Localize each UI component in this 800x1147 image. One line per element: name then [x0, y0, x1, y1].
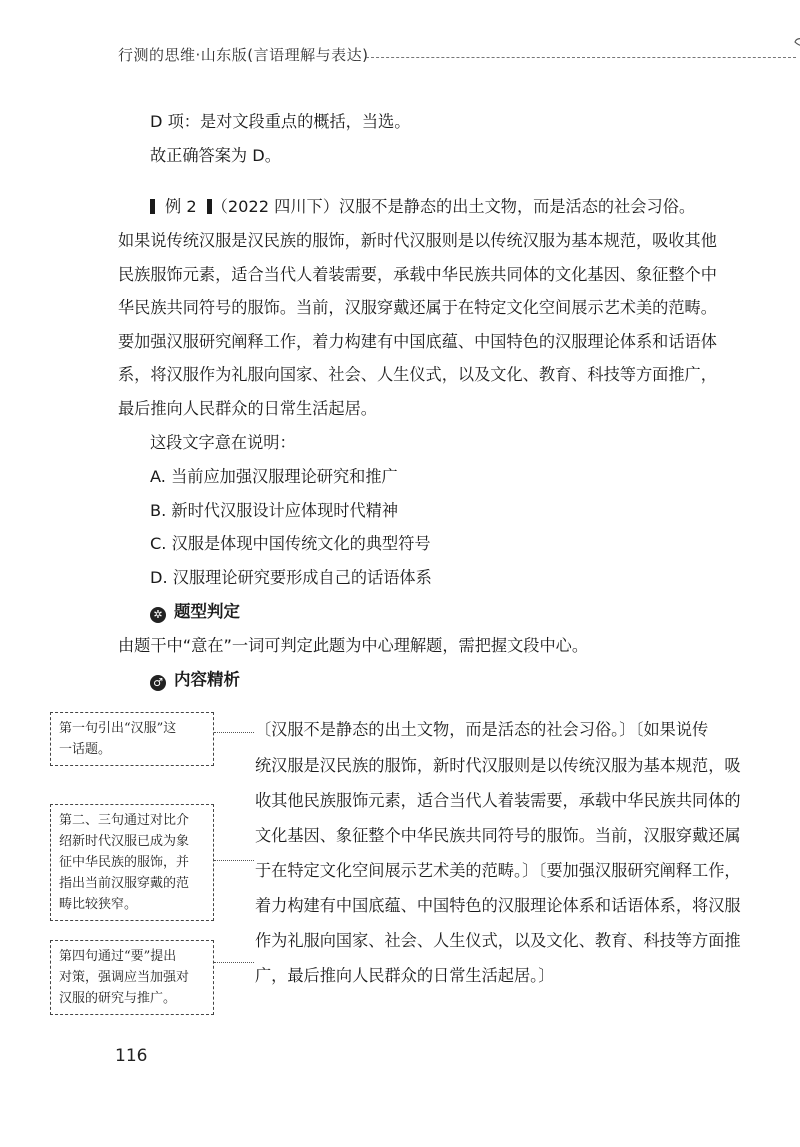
example-label: 例 2: [165, 197, 197, 216]
option-d-explanation: D 项：是对文段重点的概括，当选。: [150, 112, 411, 131]
type-section-title: 题型判定: [174, 602, 240, 621]
content-section-heading: [150, 669, 240, 691]
note-connector: [214, 962, 254, 963]
note-connector: [214, 860, 254, 861]
question-stem: 这段文字意在说明：: [150, 433, 296, 452]
side-note-1: [50, 712, 214, 766]
side-note-2: [50, 804, 214, 921]
passage-line: 要加强汉服研究阐释工作，着力构建有中国底蕴、中国特色的汉服理论体系和话语体: [118, 332, 717, 351]
analysis-line: 于在特定文化空间展示艺术美的范畴。〕〔要加强汉服研究阐释工作，: [255, 861, 741, 880]
analysis-line: 作为礼服向国家、社会、人生仪式，以及文化、教育、科技等方面推: [255, 931, 741, 950]
page-number: 116: [115, 1046, 148, 1066]
gear-icon: ✲: [150, 607, 166, 623]
content-section-title: 内容精析: [174, 670, 240, 689]
running-header: [118, 44, 718, 68]
note-line: 一话题。: [59, 742, 112, 757]
answer-line: 故正确答案为 D。: [150, 146, 281, 165]
magnifier-icon: ♂: [150, 675, 166, 691]
note-line: 畴比较狭窄。: [59, 897, 138, 912]
analysis-line: 着力构建有中国底蕴、中国特色的汉服理论体系和话语体系，将汉服: [255, 896, 741, 915]
analysis-line: 〔汉服不是静态的出土文物，而是活态的社会习俗。〕〔如果说传: [255, 720, 709, 739]
passage-line: 华民族共同符号的服饰。当前，汉服穿戴还属于在特定文化空间展示艺术美的范畴。: [118, 298, 717, 317]
option-d: D. 汉服理论研究要形成自己的话语体系: [150, 568, 432, 587]
sprout-icon: [793, 30, 800, 64]
side-note-3: [50, 940, 214, 1015]
note-line: 第四句通过“要”提出: [59, 949, 177, 964]
option-a: A. 当前应加强汉服理论研究和推广: [150, 467, 398, 486]
option-c: C. 汉服是体现中国传统文化的典型符号: [150, 534, 431, 553]
note-line: 征中华民族的服饰，并: [59, 855, 190, 870]
note-connector: [214, 732, 254, 733]
analysis-line: 广，最后推向人民群众的日常生活起居。〕: [255, 966, 555, 985]
note-line: 第二、三句通过对比介: [59, 813, 190, 828]
example-heading-line: [150, 197, 695, 217]
passage-line: 如果说传统汉服是汉民族的服饰，新时代汉服则是以传统汉服为基本规范，吸收其他: [118, 231, 717, 250]
type-section-text: 由题干中“意在”一词可判定此题为中心理解题，需把握文段中心。: [118, 636, 589, 655]
analysis-line: 文化基因、象征整个中华民族共同符号的服饰。当前，汉服穿戴还属: [255, 826, 741, 845]
passage-line: 最后推向人民群众的日常生活起居。: [118, 399, 377, 418]
passage-line: 系，将汉服作为礼服向国家、社会、人生仪式，以及文化、教育、科技等方面推广，: [118, 365, 717, 384]
book-title: 行测的思维·山东版(言语理解与表达): [118, 46, 369, 64]
note-line: 绍新时代汉服已成为象: [59, 834, 190, 849]
analysis-line: 统汉服是汉民族的服饰，新时代汉服则是以传统汉服为基本规范，吸: [255, 756, 741, 775]
header-divider: [366, 57, 796, 58]
note-line: 汉服的研究与推广。: [59, 991, 177, 1006]
analysis-line: 收其他民族服饰元素，适合当代人着装需要，承载中华民族共同体的: [255, 791, 741, 810]
passage-line: 民族服饰元素，适合当代人着装需要，承载中华民族共同体的文化基因、象征整个中: [118, 265, 717, 284]
note-line: 指出当前汉服穿戴的范: [59, 876, 190, 891]
example-first-line: （2022 四川下）汉服不是静态的出土文物，而是活态的社会习俗。: [211, 197, 696, 216]
option-b: B. 新时代汉服设计应体现时代精神: [150, 501, 399, 520]
note-line: 对策，强调应当加强对: [59, 970, 190, 985]
note-line: 第一句引出“汉服”这: [59, 721, 177, 736]
type-section-heading: [150, 601, 240, 623]
tag-bar-left: [150, 199, 155, 214]
